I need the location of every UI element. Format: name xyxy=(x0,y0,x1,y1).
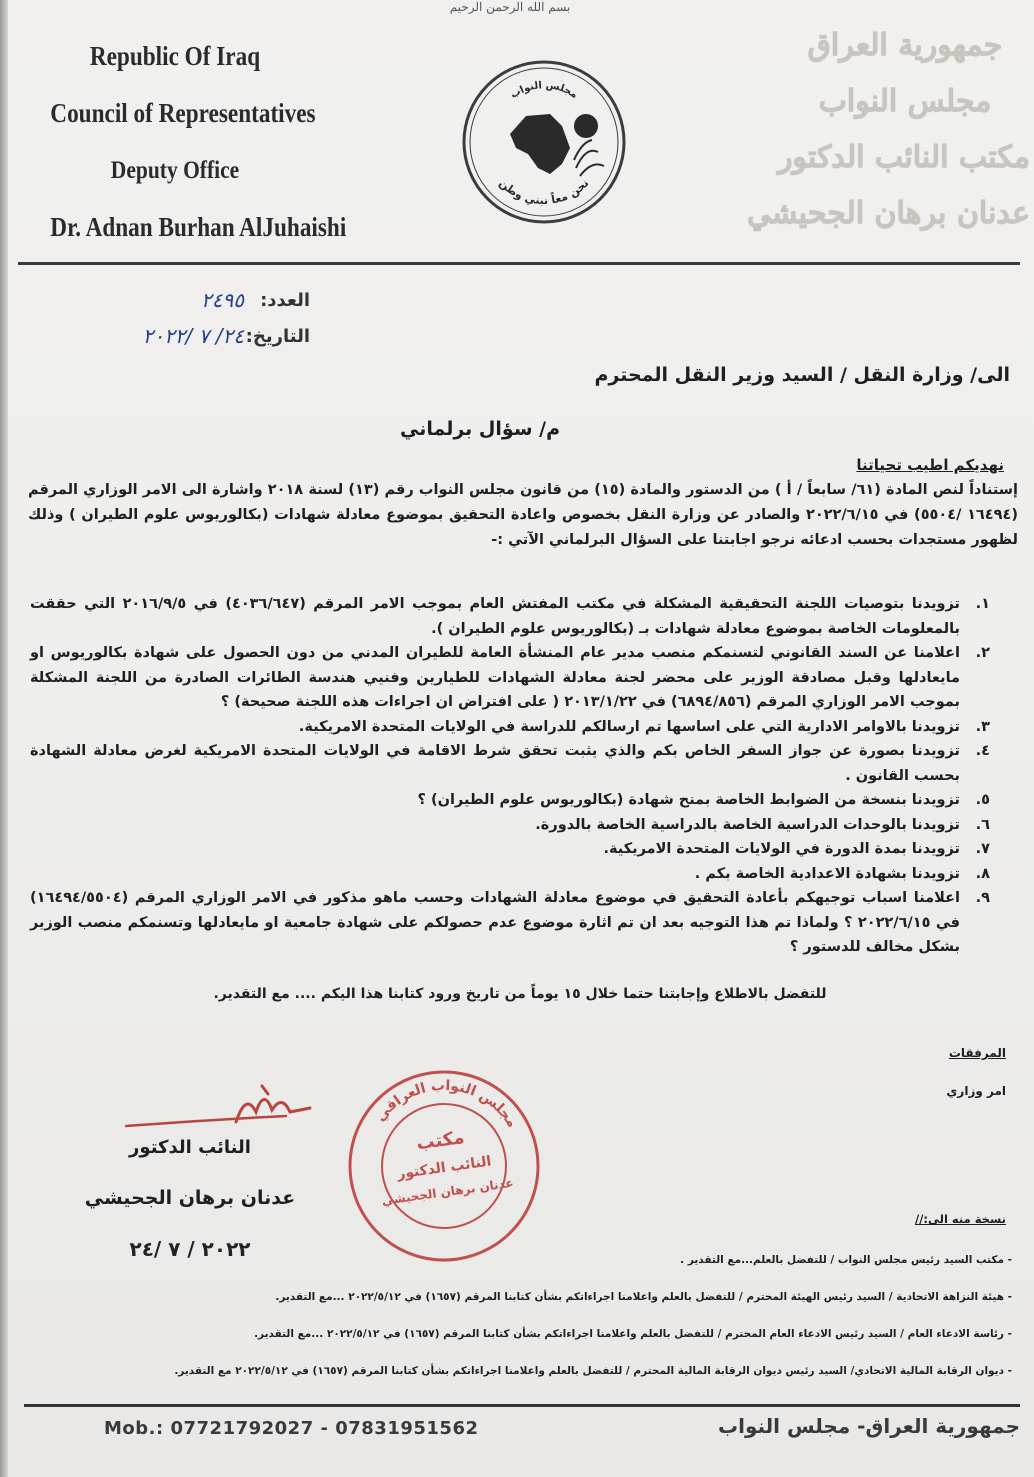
letterhead-arabic xyxy=(747,18,1030,242)
question-number: ٢. xyxy=(975,645,990,661)
footer-mobile: Mob.: 07721792027 - 07831951562 xyxy=(104,1418,479,1439)
reference-date-row xyxy=(60,318,310,354)
attachments-title: المرفقات xyxy=(948,1046,1006,1060)
intro-text: إستناداً لنص المادة (٦١/ سابعاً / أ ) من الدستور والمادة (١٥) من قانون مجلس النواب رقم (١٣) لسنة ٢٠١٨ واشارة الى الامر الوزاري المرقم (١٦٤٩٤ /٥٥٠٤) في ٢٠٢٢/٦/١٥ والصادر عن وزارة النقل بخصوص واعادة التحقيق بموضوع معادلة شهادات (بكالوريوس علوم الطيران ) وذلك لظهور مستجدات بحسب ادعائه نرجو اجابتنا على السؤال البرلماني الآتي :- xyxy=(28,482,1018,548)
question-text: اعلامنا عن السند القانوني لتسنمكم منصب مدير عام المنشأة العامة للطيران المدني من دون الحصول على شهادة بكالوريوس او مايعادلها وقبل مصادقة الوزير على محضر لجنة معادلة الشهادات للطيارين وفنيي هندسة الطائرات الصادرة من اللجنة المشكلة بموجب الامر الوزاري المرقم (٦٨٩٤/٨٥٦) في ٢٠١٣/١/٢٢ ( على افتراض ان اجراءات هذه اللجنة صحيحة) ؟ xyxy=(30,645,960,710)
logo-top-text: مجلس النواب xyxy=(508,79,580,101)
footer-divider xyxy=(24,1404,1020,1407)
attachments-item: امر وزاري xyxy=(946,1084,1006,1098)
question-text: تزويدنا بشهادة الاعدادية الخاصة بكم . xyxy=(694,865,960,882)
letterhead-ar-line4: عدنان برهان الجحيشي xyxy=(747,196,1030,231)
copy-recipient: - مكتب السيد رئيس مجلس النواب / للتفضل بالعلم...مع التقدير . xyxy=(680,1254,1012,1266)
basmala: بسم الله الرحمن الرحيم xyxy=(449,0,571,14)
question-number: ٤. xyxy=(975,743,990,759)
reference-date-label: التاريخ: xyxy=(245,325,310,347)
copy-recipient: - رئاسة الادعاء العام / السيد رئيس الادعاء العام المحترم / للتفضل بالعلم واعلامنا اجراءاتكم بشأن كتابنا المرقم (١٦٥٧) في ٢٠٢٢/٥/١٢ ...مع التقدير. xyxy=(254,1328,1012,1340)
list-item xyxy=(30,592,990,641)
list-item xyxy=(30,641,990,715)
stamp-ring-text: مجلس النواب العراقي xyxy=(372,1077,521,1131)
copy-recipient: - ديوان الرقابة المالية الاتحادي/ السيد رئيس ديوان الرقابة المالية المحترم / للتفضل بالعلم واعلامنا اجراءاتكم بشأن كتابنا المرقم (١٦٥٧) في ٢٠٢٢/٥/١٢ مع التقدير. xyxy=(174,1365,1012,1377)
iraq-map-icon xyxy=(510,114,570,174)
signatory-name: عدنان برهان الجحيشي xyxy=(84,1187,296,1209)
parliament-logo xyxy=(458,56,630,228)
globe-icon xyxy=(574,114,598,138)
letterhead-en-line2: Council of Representatives xyxy=(50,98,316,128)
reference-number-label: العدد: xyxy=(260,289,310,311)
intro-paragraph xyxy=(28,478,1018,553)
question-text: تزويدنا بتوصيات اللجنة التحقيقية المشكلة في مكتب المفتش العام بموجب الامر المرقم (٤٠٣٦/٦٤٧) في ٢٠١٦/٩/٥ التي حققت بالمعلومات الخاصة بموضوع معادلة شهادات بـ (بكالوريوس علوم الطيران ). xyxy=(30,596,960,637)
letterhead-en-line1: Republic Of Iraq xyxy=(89,41,261,71)
recipient-line: الى/ وزارة النقل / السيد وزير النقل المحترم xyxy=(594,364,1010,386)
list-item xyxy=(30,886,990,960)
question-number: ٩. xyxy=(975,890,990,906)
question-text: تزويدنا بصورة عن جواز السفر الخاص بكم والذي يثبت تحقق شرط الاقامة في الولايات المتحدة الامريكية لغرض معادلة الشهادة بحسب القانون . xyxy=(30,743,960,784)
question-text: تزويدنا بالاوامر الادارية التي على اساسها تم ارسالكم للدراسة في الولايات المتحدة الامريكية. xyxy=(298,718,960,735)
list-item xyxy=(30,788,990,813)
scan-edge xyxy=(0,0,8,1477)
stamp-line1: مكتب xyxy=(415,1127,466,1155)
letterhead-ar-line2: مجلس النواب xyxy=(818,84,992,119)
question-number: ١. xyxy=(975,596,990,612)
reference-number-row xyxy=(60,282,310,318)
copies-block xyxy=(22,1212,1012,1390)
list-item xyxy=(30,739,990,788)
stamp-line2: النائب الدكتور xyxy=(396,1153,493,1183)
letterhead-en-line3: Deputy Office xyxy=(110,157,240,184)
letterhead-en-line4: Dr. Adnan Burhan AlJuhaishi xyxy=(50,212,347,242)
question-number: ٣. xyxy=(975,718,990,735)
question-number: ٧. xyxy=(975,841,990,857)
closing-line: للتفضل بالاطلاع وإجابتنا حتما خلال ١٥ يوماً من تاريخ ورود كتابنا هذا اليكم .... مع التقدير. xyxy=(213,986,827,1002)
copies-title: نسخة منه الى:// xyxy=(915,1212,1006,1226)
stamp-line3: عدنان برهان الجحيشي xyxy=(380,1175,515,1208)
list-item xyxy=(30,837,990,862)
question-text: تزويدنا بمدة الدورة في الولايات المتحدة الامريكية. xyxy=(603,841,960,857)
reference-block xyxy=(60,282,310,354)
subject-line: م/ سؤال برلماني xyxy=(399,418,560,440)
question-number: ٦. xyxy=(975,816,990,833)
letterhead-ar-line3: مكتب النائب الدكتور xyxy=(777,140,1030,175)
question-text: تزويدنا بنسخة من الضوابط الخاصة بمنح شهادة (بكالوريوس علوم الطيران) ؟ xyxy=(417,792,960,808)
questions-list xyxy=(30,592,990,960)
footer-arabic: جمهورية العراق- مجلس النواب xyxy=(718,1414,1020,1438)
question-text: اعلامنا اسباب توجيهكم بأعادة التحقيق في موضوع معادلة الشهادات وحسب ماهو مذكور في الامر الوزاري المرقم (١٦٤٩٤/٥٥٠٤) في ٢٠٢٢/٦/١٥ ؟ ولماذا تم هذا التوجيه بعد ان تم اثارة موضوع عدم حصولكم على شهادة جامعية او مايعادلها وتسنمكم منصب الوزير بشكل مخالف للدستور ؟ xyxy=(30,890,960,955)
reference-date-value: ٢٤/ ٧ /٢٠٢٢ xyxy=(142,324,244,348)
list-item xyxy=(30,862,990,887)
copy-recipient: - هيئة النزاهة الاتحادية / السيد رئيس الهيئة المحترم / للتفضل بالعلم واعلامنا اجراءاتكم بشأن كتابنا المرقم (١٦٥٧) في ٢٠٢٢/٥/١٢ ...مع التقدير. xyxy=(275,1291,1012,1303)
attachments-block xyxy=(806,1034,1006,1110)
question-text: تزويدنا بالوحدات الدراسية الخاصة بالدراسية الخاصة بالدورة. xyxy=(535,816,960,833)
signature-date: ٢٠٢٢ / ٧ /٢٤ xyxy=(129,1237,251,1261)
greeting-line: نهديكم اطيب تحياتنا xyxy=(856,456,1004,474)
wheat-icon xyxy=(574,140,604,176)
list-item xyxy=(30,813,990,838)
list-item xyxy=(30,715,990,740)
letterhead-english xyxy=(30,28,347,256)
reference-number-value: ٢٤٩٥ xyxy=(201,288,244,312)
logo-bottom-text: نحن معاً نبني وطن xyxy=(496,176,592,208)
header-divider xyxy=(18,262,1020,265)
question-number: ٨. xyxy=(975,865,990,882)
question-number: ٥. xyxy=(975,792,990,808)
letterhead-ar-line1: جمهورية العراق xyxy=(807,28,1003,63)
signatory-role: النائب الدكتور xyxy=(129,1137,251,1158)
